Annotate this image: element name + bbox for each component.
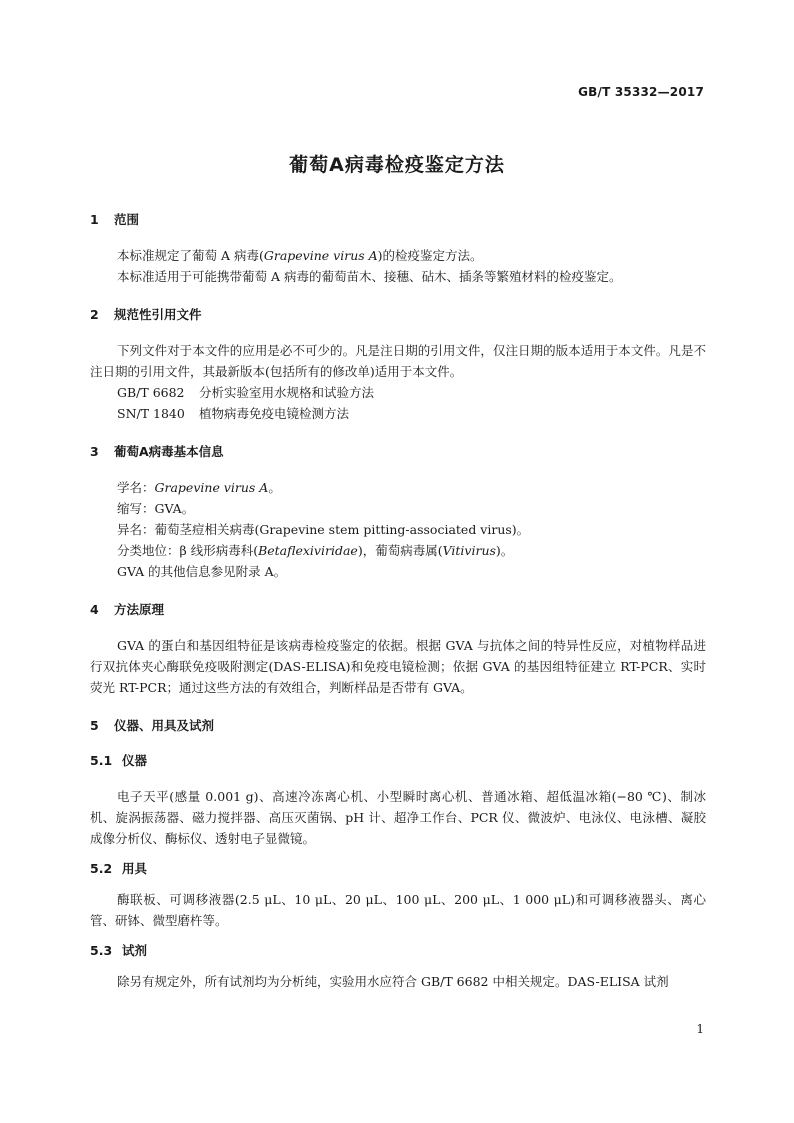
abbreviation-line: 缩写：GVA。 xyxy=(117,501,195,516)
subsection-number: 5.1 xyxy=(90,753,113,768)
reference-item xyxy=(90,382,706,403)
reagents-paragraph: 除另有规定外，所有试剂均为分析纯，实验用水应符合 GB/T 6682 中相关规定。DAS-ELISA 试剂 xyxy=(117,974,669,989)
principle-paragraph: GVA 的蛋白和基因组特征是该病毒检疫鉴定的依据。根据 GVA 与抗体之间的特异性反应，对植物样品进行双抗体夹心酶联免疫吸附测定(DAS-ELISA)和免疫电镜检测；依据 GVA 的基因组特征建立 RT-PCR、实时荧光 RT-PCR；通过这些方法的有效组合，判断样品是否带有 GVA。 xyxy=(90,638,706,695)
document-body xyxy=(90,210,706,992)
scope-paragraph-2: 本标准适用于可能携带葡萄 A 病毒的葡萄苗木、接穗、砧木、插条等繁殖材料的检疫鉴定。 xyxy=(117,269,622,284)
subsection-title: 试剂 xyxy=(122,943,148,958)
section-number: 1 xyxy=(90,212,99,227)
taxonomy-line xyxy=(90,540,706,561)
text: )，葡萄病毒属( xyxy=(357,543,443,558)
text: )的检疫鉴定方法。 xyxy=(377,248,483,263)
section-5-heading xyxy=(90,716,706,736)
genus-name: Vitivirus xyxy=(442,543,496,558)
scientific-name: Grapevine virus A xyxy=(263,248,378,263)
subsection-5-1-heading xyxy=(90,751,706,771)
section-2-heading xyxy=(90,305,706,325)
reference-code: SN/T 1840 xyxy=(117,406,185,421)
apparatus-paragraph: 酶联板、可调移液器(2.5 μL、10 μL、20 μL、100 μL、200 μL、1 000 μL)和可调移液器头、离心管、研钵、微型磨杵等。 xyxy=(90,892,706,928)
standard-number: GB/T 35332—2017 xyxy=(578,85,704,99)
subsection-number: 5.2 xyxy=(90,861,113,876)
text: )。 xyxy=(495,543,514,558)
scientific-name: Grapevine virus A xyxy=(154,480,269,495)
section-number: 2 xyxy=(90,307,99,322)
section-title: 方法原理 xyxy=(114,602,165,617)
reference-item xyxy=(90,403,706,424)
scope-paragraph-1 xyxy=(90,245,706,266)
reference-name: 植物病毒免疫电镜检测方法 xyxy=(199,406,350,421)
section-title: 葡萄A病毒基本信息 xyxy=(114,444,224,459)
reference-code: GB/T 6682 xyxy=(117,385,185,400)
text: 。 xyxy=(268,480,281,495)
section-1-heading xyxy=(90,210,706,230)
references-intro: 下列文件对于本文件的应用是必不可少的。凡是注日期的引用文件，仅注日期的版本适用于本文件。凡是不注日期的引用文件，其最新版本(包括所有的修改单)适用于本文件。 xyxy=(90,343,706,379)
section-number: 3 xyxy=(90,444,99,459)
subsection-5-3-heading xyxy=(90,941,706,961)
subsection-title: 仪器 xyxy=(122,753,148,768)
family-name: Betaflexiviridae xyxy=(258,543,358,558)
text: 本标准规定了葡萄 A 病毒( xyxy=(117,248,264,263)
subsection-number: 5.3 xyxy=(90,943,113,958)
section-number: 5 xyxy=(90,718,99,733)
reference-name: 分析实验室用水规格和试验方法 xyxy=(199,385,375,400)
subsection-title: 用具 xyxy=(122,861,148,876)
section-title: 仪器、用具及试剂 xyxy=(114,718,215,733)
page-title: 葡萄A病毒检疫鉴定方法 xyxy=(289,154,505,176)
text: 分类地位：β 线形病毒科( xyxy=(117,543,259,558)
section-number: 4 xyxy=(90,602,99,617)
text: 学名： xyxy=(117,480,155,495)
section-4-heading xyxy=(90,600,706,620)
instruments-paragraph: 电子天平(感量 0.001 g)、高速冷冻离心机、小型瞬时离心机、普通冰箱、超低温冰箱(−80 ℃)、制冰机、旋涡振荡器、磁力搅拌器、高压灭菌锅、pH 计、超净工作台、PCR 仪、微波炉、电泳仪、电泳槽、凝胶成像分析仪、酶标仪、透射电子显微镜。 xyxy=(90,789,706,846)
section-title: 范围 xyxy=(114,212,140,227)
other-info-line: GVA 的其他信息参见附录 A。 xyxy=(117,564,287,579)
section-3-heading xyxy=(90,442,706,462)
alias-line: 异名：葡萄茎痘相关病毒(Grapevine stem pitting-associated virus)。 xyxy=(117,522,530,537)
page-number: 1 xyxy=(696,1022,704,1036)
scientific-name-line xyxy=(90,477,706,498)
section-title: 规范性引用文件 xyxy=(114,307,202,322)
subsection-5-2-heading xyxy=(90,859,706,879)
